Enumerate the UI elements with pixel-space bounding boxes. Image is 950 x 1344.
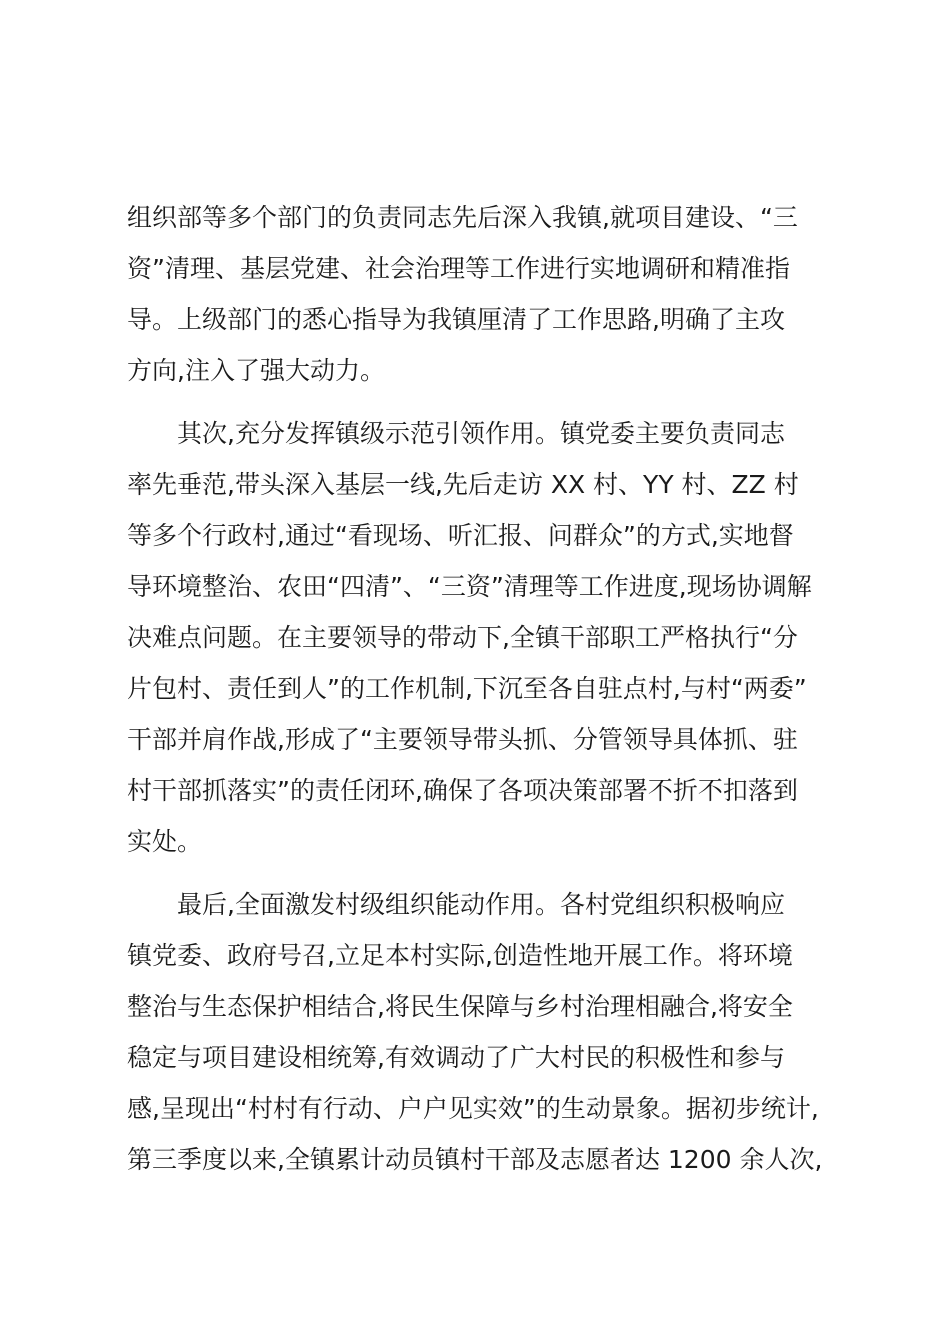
document-body xyxy=(127,192,827,1185)
text-line: 其次,充分发挥镇级示范引领作用。镇党委主要负责同志 xyxy=(177,419,785,448)
paragraph-spacer xyxy=(127,867,827,879)
text-line: 村干部抓落实”的责任闭环,确保了各项决策部署不折不扣落到 xyxy=(127,776,798,805)
text-line: 组织部等多个部门的负责同志先后深入我镇,就项目建设、“三 xyxy=(127,203,798,232)
text-line: 最后,全面激发村级组织能动作用。各村党组织积极响应 xyxy=(177,890,785,919)
text-line: 方向,注入了强大动力。 xyxy=(127,356,385,385)
text-line: 稳定与项目建设相统筹,有效调动了广大村民的积极性和参与 xyxy=(127,1043,785,1072)
text-line: 率先垂范,带头深入基层一线,先后走访 XX 村、YY 村、ZZ 村 xyxy=(127,470,799,499)
text-line: 决难点问题。在主要领导的带动下,全镇干部职工严格执行“分 xyxy=(127,623,798,652)
text-line: 导环境整治、农田“四清”、“三资”清理等工作进度,现场协调解 xyxy=(127,572,812,601)
text-line: 整治与生态保护相结合,将民生保障与乡村治理相融合,将安全 xyxy=(127,992,793,1021)
paragraph-1 xyxy=(127,192,827,396)
text-line: 片包村、责任到人”的工作机制,下沉至各自驻点村,与村“两委” xyxy=(127,674,807,703)
text-line: 实处。 xyxy=(127,827,203,856)
text-line: 等多个行政村,通过“看现场、听汇报、问群众”的方式,实地督 xyxy=(127,521,794,550)
text-line: 镇党委、政府号召,立足本村实际,创造性地开展工作。将环境 xyxy=(127,941,793,970)
text-line: 第三季度以来,全镇累计动员镇村干部及志愿者达 1200 余人次, xyxy=(127,1145,823,1174)
paragraph-3 xyxy=(127,879,827,1185)
text-line: 干部并肩作战,形成了“主要领导带头抓、分管领导具体抓、驻 xyxy=(127,725,798,754)
text-line: 感,呈现出“村村有行动、户户见实效”的生动景象。据初步统计, xyxy=(127,1094,819,1123)
text-line: 资”清理、基层党建、社会治理等工作进行实地调研和精准指 xyxy=(127,254,790,283)
paragraph-2 xyxy=(127,408,827,867)
text-line: 导。上级部门的悉心指导为我镇厘清了工作思路,明确了主攻 xyxy=(127,305,785,334)
paragraph-spacer xyxy=(127,396,827,408)
